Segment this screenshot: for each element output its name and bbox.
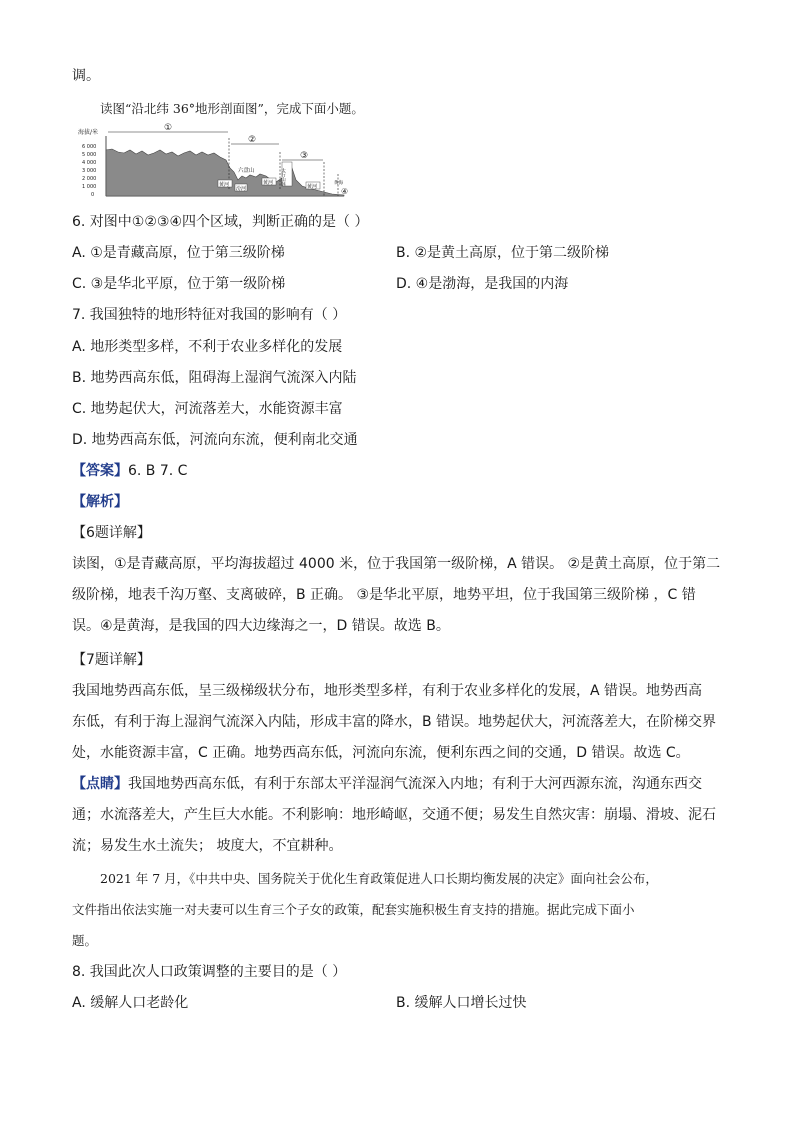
river-label: 汾河 (236, 186, 247, 192)
pointer-line: 通；水流落差大，产生巨大水能。不利影响：地形崎岖，交通不便；易发生自然灾害：崩塌、滑坡、泥石 (72, 807, 716, 823)
q6-option-c: C. ③是华北平原，位于第一级阶梯 (72, 276, 286, 292)
mountain-label: 六盘山 (238, 168, 255, 174)
terrain-profile-svg (78, 120, 358, 202)
y-tick: 5 000 (82, 152, 97, 158)
intro2-line: 题。 (72, 933, 98, 948)
river-label: 黄河 (219, 182, 230, 188)
detail7-line: 东低，有利于海上湿润气流深入内陆，形成丰富的降水，B 错误。地势起伏大，河流落差大，在阶梯交界 (72, 714, 717, 730)
pointer-tag: 【点睛】 (72, 776, 128, 792)
y-axis-label: 海拔/米 (78, 129, 99, 136)
q6-stem: 6. 对图中①②③④四个区域，判断正确的是（ ） (72, 214, 369, 230)
pointer-line: 流；易发生水土流失； 坡度大，不宜耕种。 (72, 838, 343, 854)
region-label: ④ (341, 187, 349, 196)
detail6-line: 读图，①是青藏高原，平均海拔超过 4000 米，位于我国第一级阶梯，A 错误。 ②是黄土高原，位于第二 (72, 556, 721, 572)
q7-stem: 7. 我国独特的地形特征对我国的影响有（ ） (72, 307, 347, 323)
q8-option-a: A. 缓解人口老龄化 (72, 995, 189, 1011)
q8-stem: 8. 我国此次人口政策调整的主要目的是（ ） (72, 964, 347, 980)
river-label: 黄河 (263, 180, 274, 186)
q6-option-d: D. ④是渤海，是我国的内海 (396, 276, 569, 292)
y-tick: 3 000 (82, 168, 97, 174)
pointer-text: 我国地势西高东低，有利于东部太平洋湿润气流深入内地；有利于大河西源东流，沟通东西交 (128, 776, 702, 792)
q6-option-b: B. ②是黄土高原，位于第二级阶梯 (396, 245, 610, 261)
detail6-tag: 【6题详解】 (72, 525, 151, 541)
region-label: ② (248, 135, 257, 145)
q7-option-a: A. 地形类型多样，不利于农业多样化的发展 (72, 339, 343, 355)
region-label: ③ (300, 151, 309, 161)
y-tick: 6 000 (82, 144, 97, 150)
mountain-label: 太行山脉 (280, 168, 286, 186)
detail7-tag: 【7题详解】 (72, 652, 151, 668)
y-tick: 1 000 (82, 184, 97, 190)
answer-tag: 【答案】 (72, 463, 128, 479)
sea-label: 黄海 (334, 181, 343, 186)
q7-option-d: D. 地势西高东低，河流向东流，便利南北交通 (72, 432, 358, 448)
y-tick: 4 000 (82, 160, 97, 166)
q7-option-b: B. 地势西高东低，阻碍海上湿润气流深入内陆 (72, 370, 357, 386)
y-tick: 2 000 (82, 176, 97, 182)
q8-option-b: B. 缓解人口增长过快 (396, 995, 527, 1011)
detail6-line: 级阶梯，地表千沟万壑、支离破碎，B 正确。 ③是华北平原，地势平坦，位于我国第三级阶梯 ，C 错 (72, 587, 696, 603)
terrain-profile-figure (78, 120, 358, 202)
pointer-line (72, 774, 702, 794)
river-label: 黄河 (307, 184, 318, 190)
detail7-line: 处，水能资源丰富，C 正确。地势西高东低，河流向东流，便利东西之间的交通，D 错误。故选 C。 (72, 745, 690, 761)
figure-intro: 读图“沿北纬 36°地形剖面图”，完成下面小题。 (100, 101, 364, 116)
answer-text: 6. B 7. C (128, 463, 188, 479)
y-tick: 0 (91, 192, 95, 198)
answer-line (72, 461, 187, 481)
top-fragment: 调。 (72, 68, 100, 84)
intro2-line: 2021 年 7 月，《中共中央、国务院关于优化生育政策促进人口长期均衡发展的决定》面向社会公布， (100, 871, 658, 886)
intro2-line: 文件指出依法实施一对夫妻可以生育三个子女的政策，配套实施积极生育支持的措施。据此完成下面小 (72, 902, 635, 917)
analysis-tag: 【解析】 (72, 494, 128, 510)
q6-option-a: A. ①是青藏高原，位于第三级阶梯 (72, 245, 285, 261)
detail6-line: 误。④是黄海，是我国的四大边缘海之一，D 错误。故选 B。 (72, 618, 450, 634)
region-label: ① (164, 123, 173, 133)
detail7-line: 我国地势西高东低，呈三级梯级状分布，地形类型多样，有利于农业多样化的发展，A 错误。地势西高 (72, 683, 703, 699)
q7-option-c: C. 地势起伏大，河流落差大，水能资源丰富 (72, 401, 343, 417)
